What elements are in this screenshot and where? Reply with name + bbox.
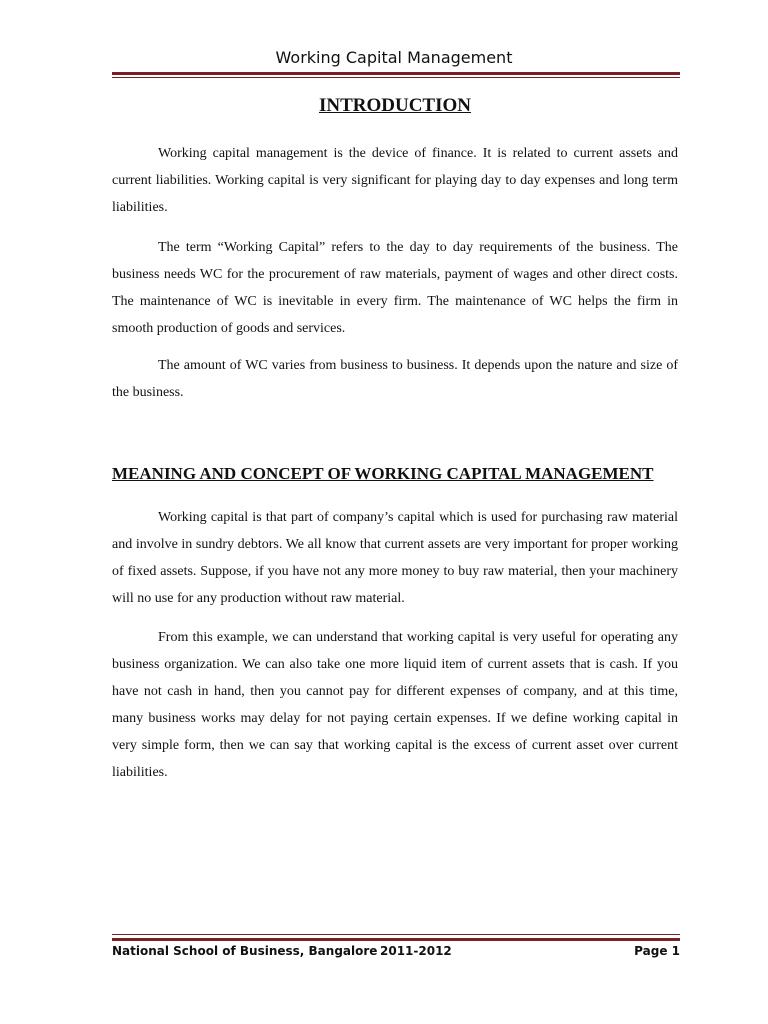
footer-school: National School of Business, Bangalore <box>112 944 378 958</box>
running-header-title: Working Capital Management <box>275 48 513 67</box>
footer-rule-thick <box>112 938 680 941</box>
header-rule-thin <box>112 77 680 78</box>
intro-paragraph-3: The amount of WC varies from business to business. It depends upon the nature and size of the business. <box>112 358 678 400</box>
meaning-paragraph-2: From this example, we can understand that working capital is very useful for operating any business organization. We can also take one more liquid item of current assets that is cash. If you have not cash in hand, then you cannot pay for different expenses of company, and at this time, many business works may delay for not paying certain expenses. If we define working capital in very simple form, then we can say that working capital is the excess of current asset over current liabilities. <box>112 630 678 780</box>
page-footer <box>112 944 680 964</box>
header-rule-thick <box>112 72 680 75</box>
footer-rule-thin <box>112 934 680 935</box>
introduction-heading: INTRODUCTION <box>318 95 472 116</box>
meaning-paragraph-1: Working capital is that part of company’s capital which is used for purchasing raw material and involve in sundry debtors. We all know that current assets are very important for proper working of fixed assets. Suppose, if you have not any more money to buy raw material, then your machinery will no use for any production without raw material. <box>112 510 678 606</box>
intro-paragraph-1: Working capital management is the device of finance. It is related to current assets and current liabilities. Working capital is very significant for playing day to day expenses and long term liabilities. <box>112 146 678 215</box>
intro-paragraph-2: The term “Working Capital” refers to the day to day requirements of the business. The business needs WC for the procurement of raw materials, payment of wages and other direct costs. The maintenance of WC is inevitable in every firm. The maintenance of WC helps the firm in smooth production of goods and services. <box>112 240 678 336</box>
meaning-heading: MEANING AND CONCEPT OF WORKING CAPITAL MANAGEMENT <box>112 464 654 483</box>
footer-year: 2011-2012 <box>380 944 452 958</box>
footer-page-number: Page 1 <box>634 944 680 958</box>
